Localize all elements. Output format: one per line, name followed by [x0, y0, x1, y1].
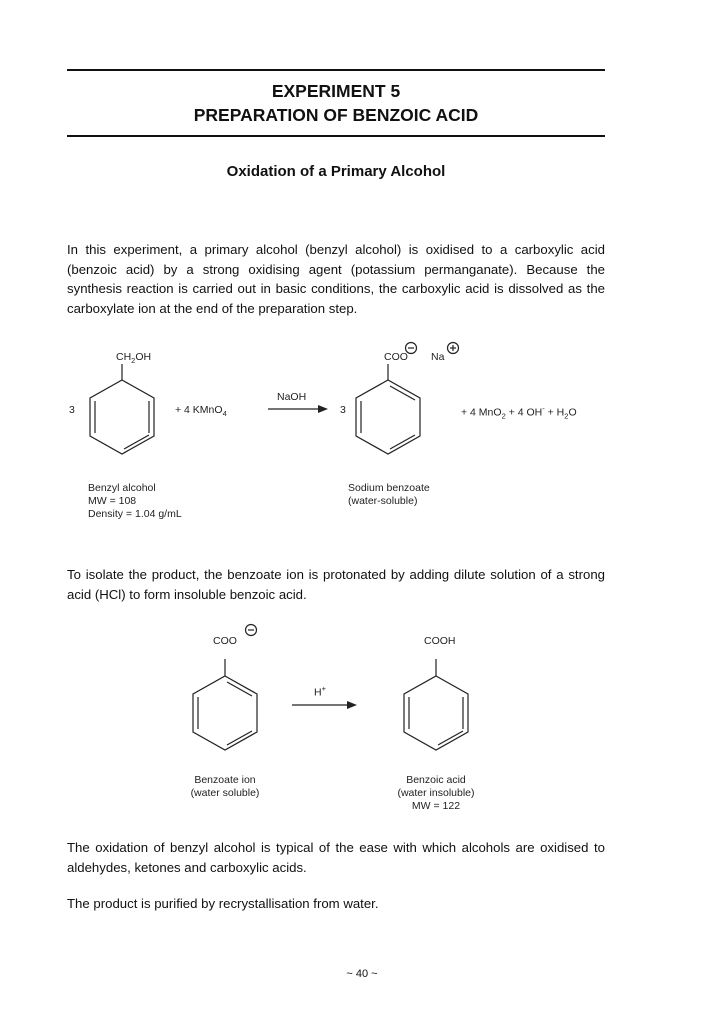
benzoic-acid-label: Benzoic acid (water insoluble) MW = 122 — [397, 774, 475, 812]
isolation-paragraph: To isolate the product, the benzoate ion is protonated by adding dilute solution of a strong acid (HCl) to form insoluble benzoic acid. — [67, 567, 605, 602]
closing-paragraph-1: The oxidation of benzyl alcohol is typical of the ease with which alcohols are oxidised to aldehydes, ketones and carboxylic acids. — [67, 840, 605, 875]
sodium-counterion: Na — [431, 351, 445, 363]
section-subtitle: Oxidation of a Primary Alcohol — [226, 163, 446, 180]
intro-paragraph: In this experiment, a primary alcohol (benzyl alcohol) is oxidised to a carboxylic acid (benzoic acid) by a strong oxidising agent (potassium permanganate). Because the synthesis reaction is carried out in basic conditions, the carboxylic acid is dissolved as the carboxylate ion at the end of the preparation step. — [67, 242, 605, 316]
page-number: ~ 40 ~ — [346, 968, 378, 980]
sodium-benzoate-label: Sodium benzoate (water-soluble) — [348, 482, 430, 507]
carboxylic-acid-group: COOH — [424, 635, 456, 647]
byproducts: + 4 MnO$_2$ + 4 $OH^- + H_2O$ — [461, 404, 577, 421]
benzoate-ion-ring — [193, 659, 257, 750]
benzoate-ion-label: Benzoate ion (water soluble) — [190, 774, 260, 799]
benzyl-alcohol-group: $CH_2OH$ — [116, 351, 152, 366]
benzoic-acid-ring — [404, 659, 468, 750]
reactant-coefficient: 3 — [69, 404, 75, 416]
benzyl-alcohol-label: Benzyl alcohol MW = 108 Density = 1.04 g/mL — [88, 482, 182, 520]
carboxylate-group: COO — [384, 351, 408, 363]
product-coefficient: 3 — [340, 404, 346, 416]
naoh-condition: NaOH — [277, 391, 307, 403]
acid-condition: H+ — [314, 684, 326, 699]
experiment-number: EXPERIMENT 5 — [271, 81, 401, 101]
permanganate-reagent: + 4 KMnO$_4$ — [175, 404, 227, 419]
closing-paragraph-2: The product is purified by recrystallisation from water. — [67, 896, 379, 911]
benzoate-group: COO — [213, 635, 237, 647]
arrowhead-2 — [347, 701, 357, 709]
page-title: PREPARATION OF BENZOIC ACID — [193, 105, 479, 125]
